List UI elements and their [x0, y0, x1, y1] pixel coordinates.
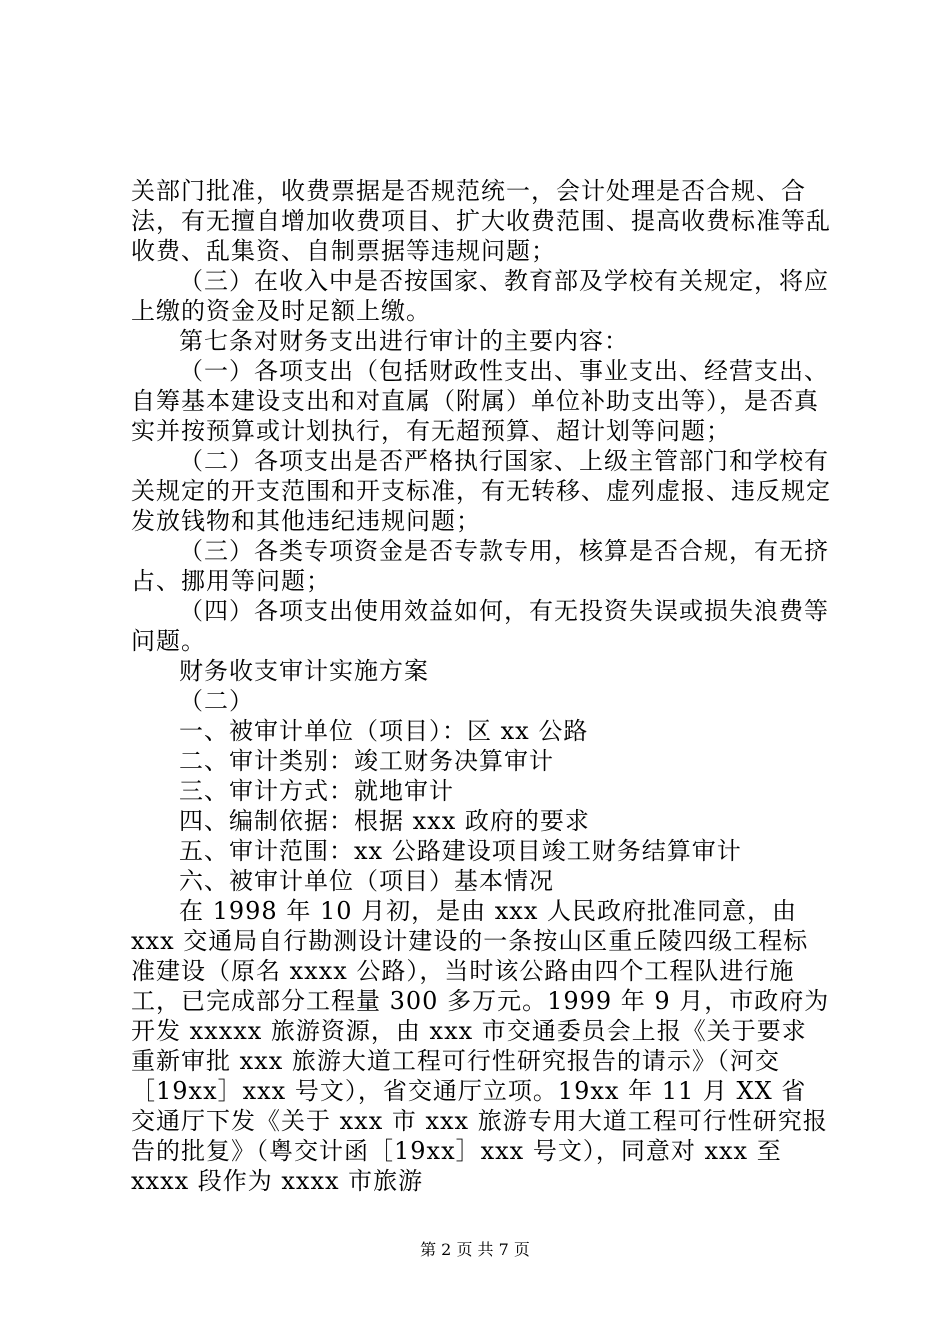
document-body	[131, 176, 831, 1196]
paragraph-continued: 关部门批准，收费票据是否规范统一，会计处理是否合规、合法，有无擅自增加收费项目、扩大收费范围、提高收费标准等乱收费、乱集资、自制票据等违规问题；	[131, 177, 831, 265]
paragraph: 在 1998 年 10 月初，是由 xxx 人民政府批准同意，由 xxx 交通局自行勘测设计建设的一条按山区重丘陵四级工程标准建设（原名 xxxx 公路），当时该公路由四个工程队进行施工，已完成部分工程量 300 多万元。1999 年 9 月，市政府为开发 xxxxx 旅游资源，由 xxx 市交通委员会上报《关于要求重新审批 xxx 旅游大道工程可行性研究报告的请示》（河交［19xx］xxx 号文），省交通厅立项。19xx 年 11 月 XX 省交通厅下发《关于 xxx 市 xxx 旅游专用大道工程可行性研究报告的批复》（粤交计函［19xx］xxx 号文），同意对 xxx 至 xxxx 段作为 xxxx 市旅游	[131, 897, 830, 1195]
paragraph: （四）各项支出使用效益如何，有无投资失误或损失浪费等问题。	[131, 597, 829, 655]
list-item: 三、审计方式：就地审计	[179, 777, 454, 805]
article-heading: 第七条对财务支出进行审计的主要内容：	[179, 327, 629, 355]
section-title: 财务收支审计实施方案	[179, 657, 429, 685]
list-item: 一、被审计单位（项目）：区 xx 公路	[179, 717, 589, 745]
paragraph: （二）各项支出是否严格执行国家、上级主管部门和学校有关规定的开支范围和开支标准，有无转移、虚列虚报、违反规定发放钱物和其他违纪违规问题；	[131, 447, 831, 535]
page-number: 第 2 页 共 7 页	[420, 1240, 530, 1259]
list-item: 四、编制依据：根据 xxx 政府的要求	[179, 807, 590, 835]
paragraph: （三）在收入中是否按国家、教育部及学校有关规定，将应上缴的资金及时足额上缴。	[131, 267, 829, 325]
paragraph: （一）各项支出（包括财政性支出、事业支出、经营支出、自筹基本建设支出和对直属（附属）单位补助支出等），是否真实并按预算或计划执行，有无超预算、超计划等问题；	[131, 357, 829, 445]
list-item: 二、审计类别：竣工财务决算审计	[179, 747, 554, 775]
list-item: 五、审计范围：xx 公路建设项目竣工财务结算审计	[179, 837, 742, 865]
paragraph: （三）各类专项资金是否专款专用，核算是否合规，有无挤占、挪用等问题；	[131, 537, 829, 595]
section-subtitle: （二）	[179, 687, 254, 715]
page-footer	[0, 1240, 950, 1260]
list-item: 六、被审计单位（项目）基本情况	[179, 867, 554, 895]
